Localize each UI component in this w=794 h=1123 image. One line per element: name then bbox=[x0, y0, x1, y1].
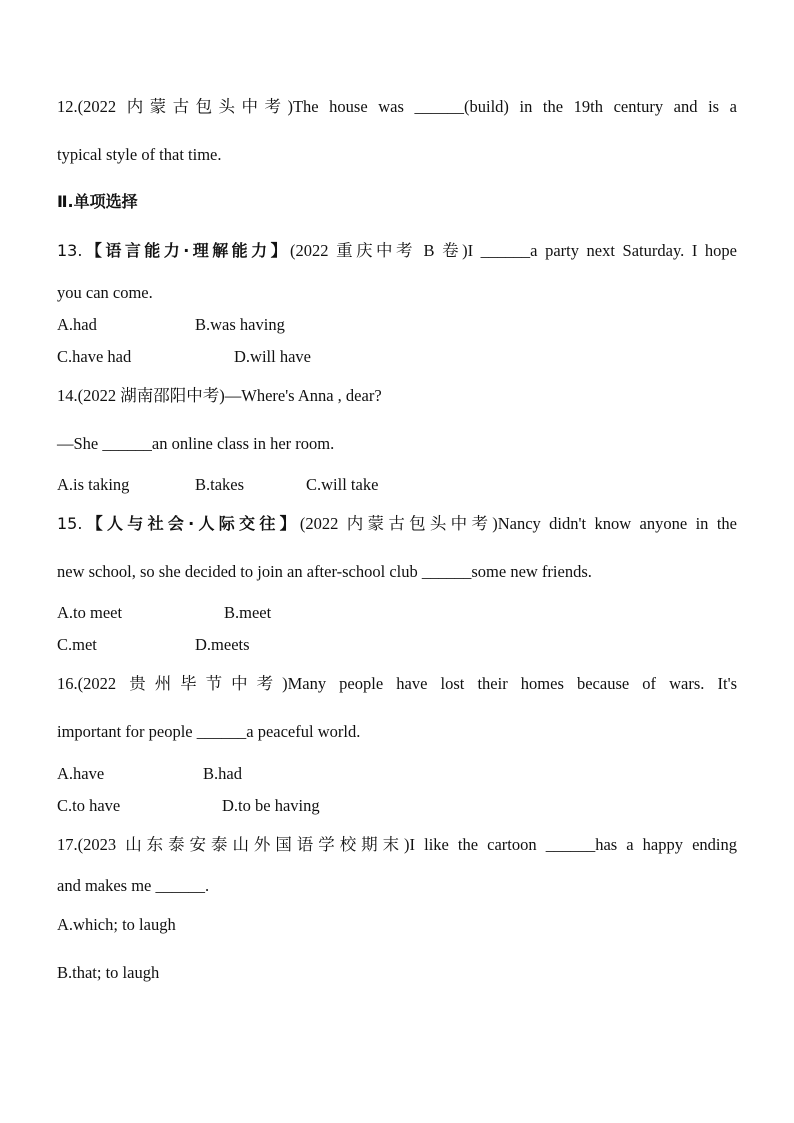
q13-option-a[interactable]: A.had bbox=[57, 315, 97, 334]
q15-line1 bbox=[57, 514, 737, 534]
q12-line1: 12.(2022 内蒙古包头中考)The house was ______(build) in the 19th century and is a bbox=[57, 97, 737, 116]
q12-line2: typical style of that time. bbox=[57, 145, 222, 164]
q15-line2: new school, so she decided to join an after-school club ______some new friends. bbox=[57, 562, 592, 581]
q16-option-a[interactable]: A.have bbox=[57, 764, 105, 783]
q15-option-d[interactable]: D.meets bbox=[195, 635, 250, 654]
q15-line1-text: (2022 内蒙古包头中考)Nancy didn't know anyone in the bbox=[299, 514, 737, 533]
q13-line1 bbox=[57, 241, 737, 261]
q13-tag: 【语言能力·理解能力】 bbox=[82, 241, 291, 260]
q17-line1: 17.(2023 山东泰安泰山外国语学校期末)I like the cartoon ______has a happy ending bbox=[57, 835, 737, 854]
q15-option-c[interactable]: C.met bbox=[57, 635, 97, 654]
q13-option-d[interactable]: D.will have bbox=[234, 347, 311, 366]
q16-option-d[interactable]: D.to be having bbox=[222, 796, 320, 815]
q14-option-a[interactable]: A.is taking bbox=[57, 475, 130, 494]
q13-option-b[interactable]: B.was having bbox=[195, 315, 285, 334]
q14-line1: 14.(2022 湖南邵阳中考)—Where's Anna , dear? bbox=[57, 386, 382, 405]
section-heading: Ⅱ.单项选择 bbox=[57, 192, 138, 211]
q13-line1-text: (2022 重庆中考 B 卷)I ______a party next Saturday. I hope bbox=[290, 241, 737, 260]
q15-option-a[interactable]: A.to meet bbox=[57, 603, 123, 622]
q14-option-c[interactable]: C.will take bbox=[306, 475, 379, 494]
q16-line1: 16.(2022 贵州毕节中考)Many people have lost their homes because of wars. It's bbox=[57, 674, 737, 693]
q17-option-a[interactable]: A.which; to laugh bbox=[57, 915, 176, 934]
q16-option-c[interactable]: C.to have bbox=[57, 796, 121, 815]
q17-option-b[interactable]: B.that; to laugh bbox=[57, 963, 160, 982]
q16-line2: important for people ______a peaceful world. bbox=[57, 722, 361, 741]
q16-option-b[interactable]: B.had bbox=[203, 764, 242, 783]
q13-option-c[interactable]: C.have had bbox=[57, 347, 132, 366]
q15-option-b[interactable]: B.meet bbox=[224, 603, 272, 622]
q15-number: 15. bbox=[57, 514, 83, 533]
q15-tag: 【人与社会·人际交往】 bbox=[82, 514, 300, 533]
q17-line2: and makes me ______. bbox=[57, 876, 210, 895]
q14-line2: —She ______an online class in her room. bbox=[57, 434, 335, 453]
q13-number: 13. bbox=[57, 241, 83, 260]
q13-line2: you can come. bbox=[57, 283, 153, 302]
q14-option-b[interactable]: B.takes bbox=[195, 475, 245, 494]
